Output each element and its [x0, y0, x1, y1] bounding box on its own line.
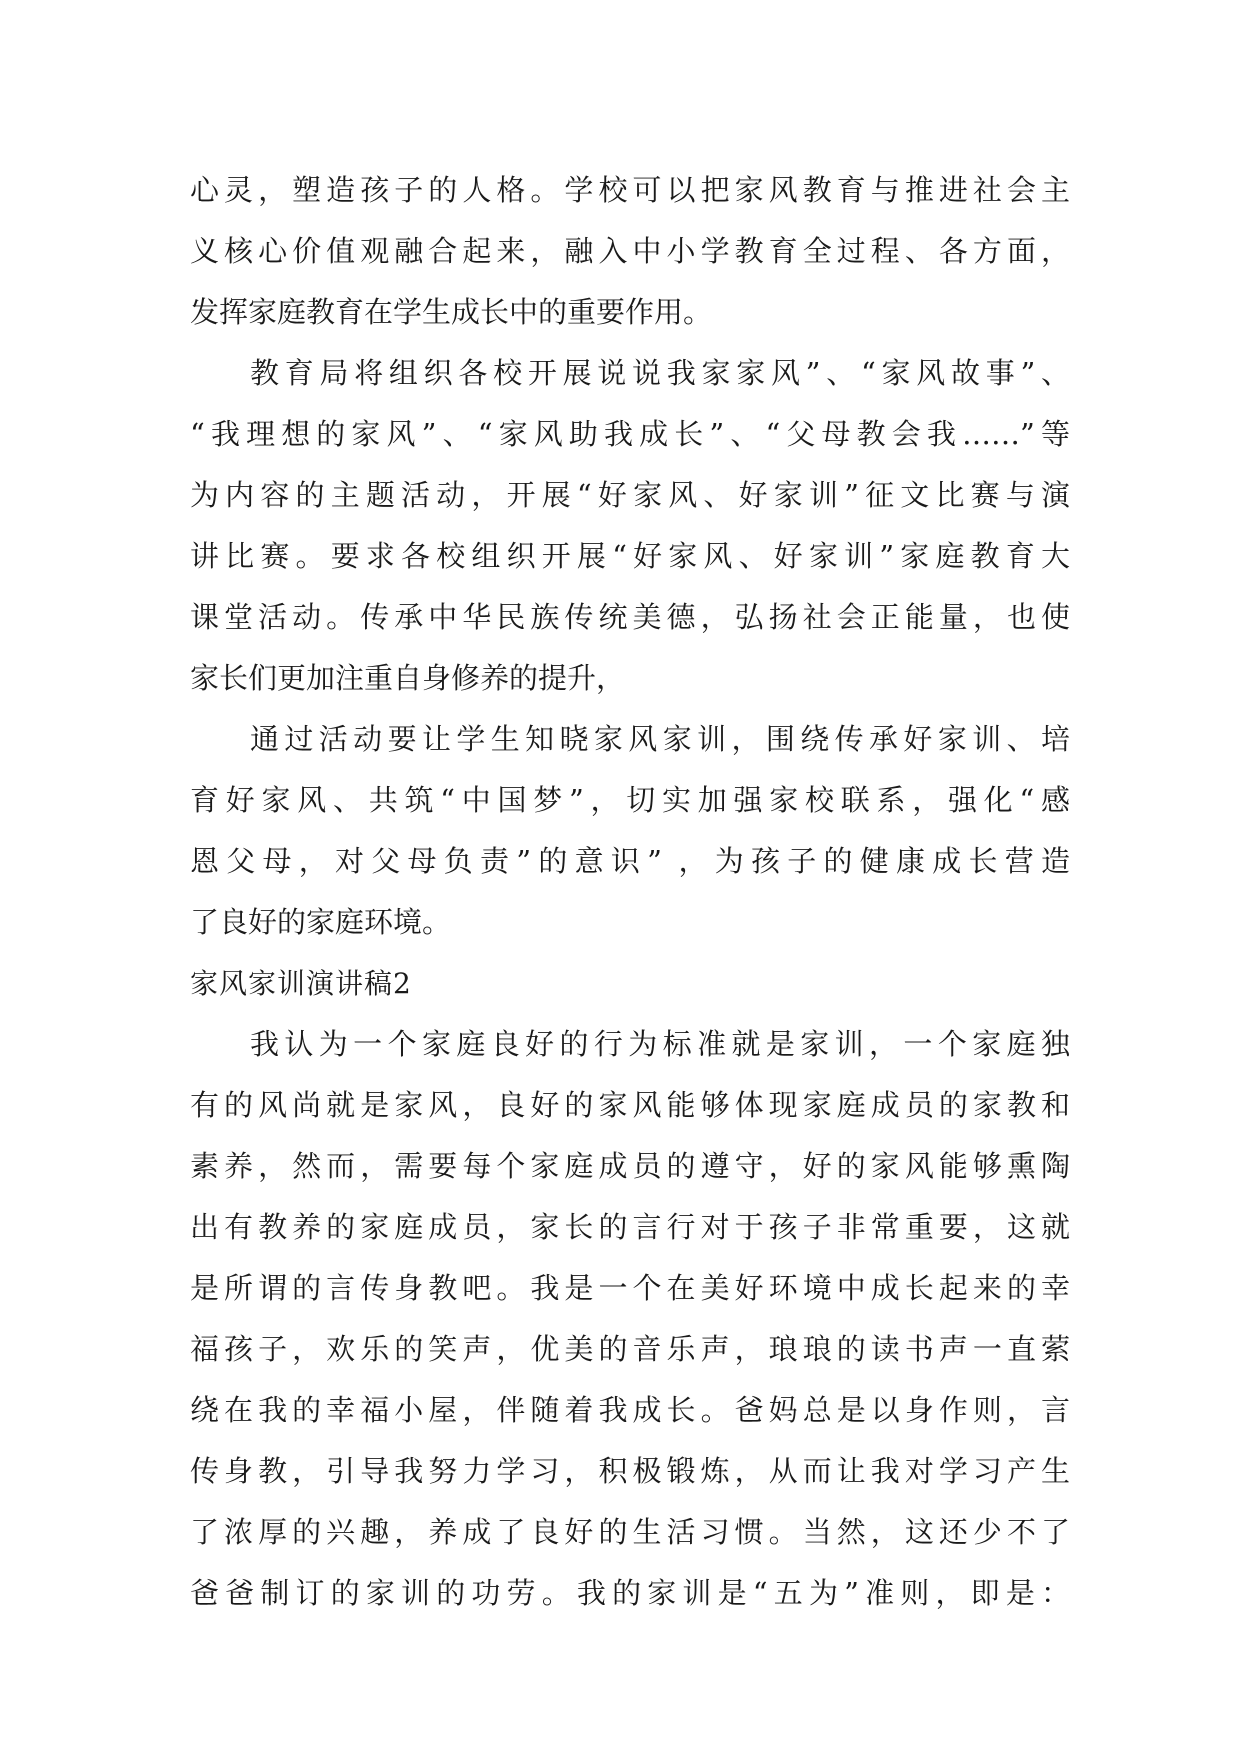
- text-line: 绕在我的幸福小屋，伴随着我成长。爸妈总是以身作则，言: [190, 1393, 1070, 1427]
- text-line: 发挥家庭教育在学生成长中的重要作用。: [190, 295, 713, 329]
- text-line: 是所谓的言传身教吧。我是一个在美好环境中成长起来的幸: [190, 1271, 1070, 1305]
- text-line: 通过活动要让学生知晓家风家训，围绕传承好家训、培: [250, 722, 1070, 756]
- text-line: 课堂活动。传承中华民族传统美德，弘扬社会正能量，也使: [190, 600, 1070, 634]
- text-line: 爸爸制订的家训的功劳。我的家训是“五为”准则，即是：: [190, 1576, 1070, 1610]
- text-line: “我理想的家风”、“家风助我成长”、“父母教会我……”等: [190, 417, 1070, 451]
- text-line: 了良好的家庭环境。: [190, 905, 452, 939]
- text-line: 育好家风、共筑“中国梦”，切实加强家校联系，强化“感: [190, 783, 1070, 817]
- text-line: 义核心价值观融合起来，融入中小学教育全过程、各方面，: [190, 234, 1070, 268]
- text-line: 出有教养的家庭成员，家长的言行对于孩子非常重要，这就: [190, 1210, 1070, 1244]
- document-body: [190, 160, 1070, 1624]
- text-line: 福孩子，欢乐的笑声，优美的音乐声，琅琅的读书声一直萦: [190, 1332, 1070, 1366]
- text-line: 恩父母，对父母负责”的意识” ，为孩子的健康成长营造: [190, 844, 1070, 878]
- text-line: 传身教，引导我努力学习，积极锻炼，从而让我对学习产生: [190, 1454, 1070, 1488]
- text-line: 心灵，塑造孩子的人格。学校可以把家风教育与推进社会主: [190, 173, 1070, 207]
- text-line: 讲比赛。要求各校组织开展“好家风、好家训”家庭教育大: [190, 539, 1070, 573]
- text-line: 教育局将组织各校开展说说我家家风”、“家风故事”、: [250, 356, 1070, 390]
- text-line: 我认为一个家庭良好的行为标准就是家训，一个家庭独: [250, 1027, 1070, 1061]
- text-line: 了浓厚的兴趣，养成了良好的生活习惯。当然，这还少不了: [190, 1515, 1070, 1549]
- section-heading: 家风家训演讲稿2: [190, 967, 412, 1000]
- text-line: 素养，然而，需要每个家庭成员的遵守，好的家风能够熏陶: [190, 1149, 1070, 1183]
- text-line: 为内容的主题活动，开展“好家风、好家训”征文比赛与演: [190, 478, 1070, 512]
- text-line: 有的风尚就是家风，良好的家风能够体现家庭成员的家教和: [190, 1088, 1070, 1122]
- text-line: 家长们更加注重自身修养的提升，: [190, 661, 626, 695]
